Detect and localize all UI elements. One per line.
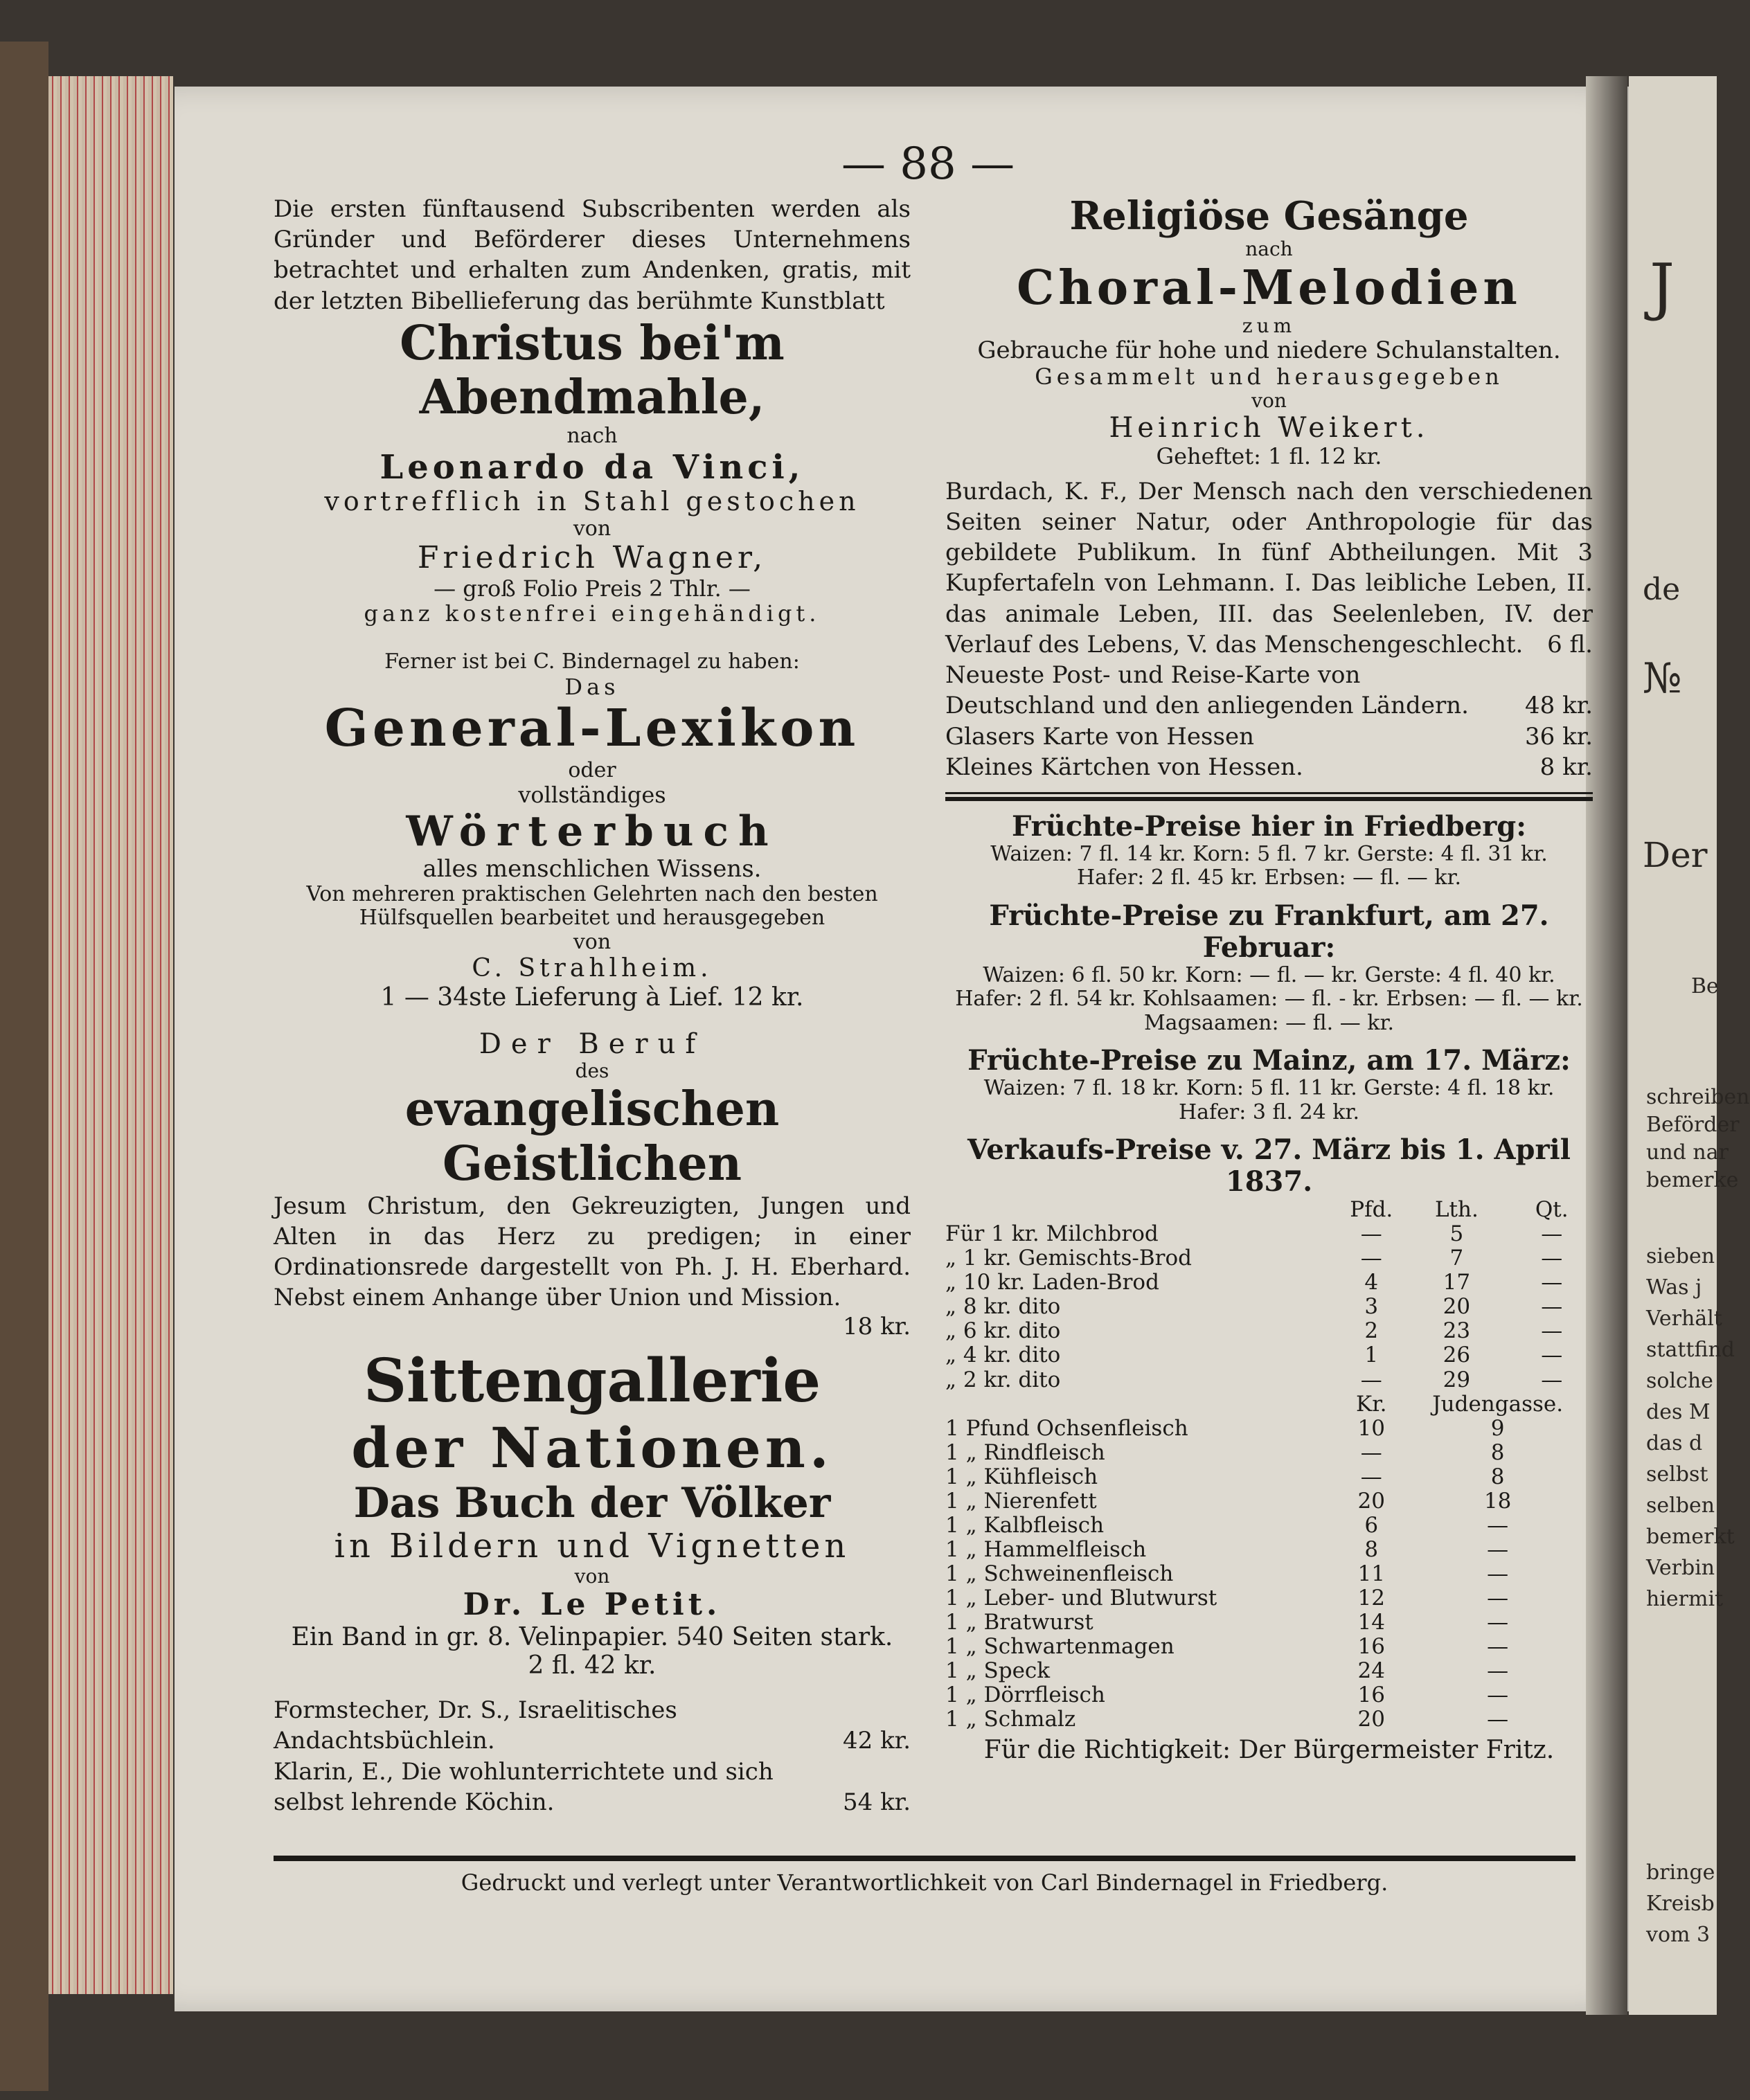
price-cell: — <box>1360 1439 1382 1465</box>
ad-text: Gesammelt und herausgegeben <box>1035 364 1503 391</box>
ad-price: 48 kr. <box>1525 692 1593 720</box>
ad-text: alles menschlichen Wissens. <box>422 854 762 883</box>
item-label: 1 „ Speck <box>945 1658 1051 1683</box>
table-row <box>945 1538 1593 1562</box>
bread-price-table <box>945 1198 1593 1731</box>
item-label: 1 „ Kühfleisch <box>945 1464 1098 1489</box>
next-page-word: Beförder <box>1646 1113 1740 1137</box>
ad-text: zum <box>1242 314 1296 337</box>
table-row <box>945 1635 1593 1659</box>
ad-text: Klarin, E., Die wohlunterrichtete und sich selbst lehrende Köchin. <box>274 1757 774 1816</box>
ad-burdach: Burdach, K. F., Der Mensch nach den verschiedenen Seiten seiner Natur, oder Anthropologie für das gebildete Publikum. In fünf Abtheilungen. Mit 3 Kupfertafeln von Lehmann. I. Das leibliche Leben, II. das animale Leben, III. das Seelenleben, IV. der Verlauf des Lebens, V. das Menschengeschlecht. <box>945 477 1593 658</box>
item-label: 1 „ Bratwurst <box>945 1609 1093 1635</box>
ad-map <box>945 752 1593 782</box>
price-cell: — <box>1487 1561 1509 1586</box>
column-header: Lth. <box>1434 1197 1479 1223</box>
grain-prices-mainz <box>945 1045 1593 1124</box>
ad-title: der Nationen. <box>351 1415 833 1480</box>
ad-author: C. Strahlheim. <box>472 954 713 983</box>
next-page-word: Verbin <box>1646 1556 1715 1580</box>
price-cell: — <box>1487 1536 1509 1562</box>
price-cell: — <box>1487 1706 1509 1732</box>
next-page-letter: J <box>1650 251 1675 323</box>
table-row <box>945 1514 1593 1538</box>
ad-text: Der Beruf <box>479 1028 706 1061</box>
price-cell: — <box>1541 1221 1563 1247</box>
price-cell: 8 <box>1364 1536 1379 1562</box>
grain-prices-friedberg <box>945 811 1593 890</box>
item-label: „ 1 kr. Gemischts-Brod <box>945 1246 1193 1271</box>
price-cell: — <box>1487 1585 1509 1610</box>
price-cell: 7 <box>1449 1246 1464 1271</box>
item-label: 1 Pfund Ochsenfleisch <box>945 1415 1188 1441</box>
price-cell: 8 <box>1490 1439 1505 1465</box>
price-line: Waizen: 7 fl. 14 kr. Korn: 5 fl. 7 kr. Gerste: 4 fl. 31 kr. <box>990 841 1548 866</box>
ad-title: General-Lexikon <box>324 699 860 759</box>
price-line: Waizen: 7 fl. 18 kr. Korn: 5 fl. 11 kr. Gerste: 4 fl. 18 kr. <box>983 1076 1555 1101</box>
table-row <box>945 1562 1593 1586</box>
table-row <box>945 1465 1593 1489</box>
next-page-word: solche <box>1646 1369 1713 1393</box>
item-label: 1 „ Nierenfett <box>945 1488 1097 1514</box>
table-row <box>945 1222 1593 1246</box>
next-page-word: Der <box>1643 835 1708 875</box>
next-page-word: Kreisb <box>1646 1892 1715 1916</box>
price-line: Hafer: 3 fl. 24 kr. <box>1178 1100 1360 1124</box>
ad-price: — groß Folio Preis 2 Thlr. — <box>434 575 751 602</box>
right-column <box>945 194 1593 1764</box>
ad-title: Sittengallerie <box>363 1345 821 1416</box>
ad-price: 1 — 34ste Lieferung à Lief. 12 kr. <box>380 982 804 1012</box>
ad-text: von <box>573 516 611 541</box>
price-cell: 16 <box>1357 1633 1385 1659</box>
next-page-word: des M <box>1646 1400 1711 1424</box>
column-header: Pfd. <box>1350 1197 1393 1223</box>
ad-title: evangelischen Geistlichen <box>404 1082 780 1192</box>
table-row <box>945 1586 1593 1610</box>
item-label: „ 8 kr. dito <box>945 1294 1061 1320</box>
price-cell: 14 <box>1357 1609 1385 1635</box>
column-header: Qt. <box>1535 1197 1569 1223</box>
item-label: 1 „ Leber- und Blutwurst <box>945 1585 1217 1610</box>
table-row <box>945 1271 1593 1295</box>
item-label: 1 „ Schwartenmagen <box>945 1633 1175 1659</box>
ad-text: Neueste Post- und Reise-Karte von Deutschland und den anliegenden Ländern. <box>945 661 1469 720</box>
ad-text: Gebrauche für hohe und niedere Schulanstalten. <box>977 336 1561 364</box>
next-page-word: de <box>1643 572 1681 607</box>
ad-text: von <box>1251 388 1287 412</box>
price-cell: — <box>1360 1246 1382 1271</box>
next-page-word: sieben <box>1646 1244 1715 1268</box>
price-cell: 8 <box>1490 1464 1505 1489</box>
ad-religioese-gesaenge <box>945 194 1593 469</box>
price-cell: 2 <box>1364 1318 1379 1344</box>
ad-engraver: Friedrich Wagner, <box>417 540 767 575</box>
table-row <box>945 1489 1593 1514</box>
next-page-word: № <box>1643 654 1682 703</box>
price-line: Waizen: 6 fl. 50 kr. Korn: — fl. — kr. Gerste: 4 fl. 40 kr. <box>983 962 1555 987</box>
ad-text: von <box>573 929 611 954</box>
ad-text: oder <box>568 757 616 782</box>
table-row <box>945 1417 1593 1441</box>
item-label: „ 4 kr. dito <box>945 1343 1061 1368</box>
item-label: 1 „ Schweinenfleisch <box>945 1561 1174 1586</box>
ad-artist: Leonardo da Vinci, <box>380 447 805 487</box>
item-label: „ 10 kr. Laden-Brod <box>945 1270 1159 1295</box>
section-title: Früchte-Preise zu Mainz, am 17. März: <box>967 1044 1571 1077</box>
next-page-word: Verhält <box>1646 1307 1722 1331</box>
ad-text: Ferner ist bei C. Bindernagel zu haben: <box>384 649 800 674</box>
price-cell: 4 <box>1364 1270 1379 1295</box>
ad-author: Heinrich Weikert. <box>1109 412 1429 445</box>
ad-text: Kleines Kärtchen von Hessen. <box>945 753 1303 781</box>
ad-price: 42 kr. <box>843 1727 911 1755</box>
price-cell: 16 <box>1357 1682 1385 1707</box>
price-cell: 12 <box>1357 1585 1385 1610</box>
next-page-word: Be <box>1691 974 1719 998</box>
price-cell: — <box>1360 1464 1382 1489</box>
table-row <box>945 1368 1593 1392</box>
ad-text: von <box>574 1564 610 1588</box>
subscriber-notice: Die ersten fünftausend Subscribenten werden als Gründer und Beförderer dieses Unternehmens betrachtet und erhalten zum Andenken, gratis, mit der letzten Bibellieferung das berühmte Kunstblatt <box>274 195 911 315</box>
price-cell: — <box>1487 1512 1509 1538</box>
price-line: Hafer: 2 fl. 45 kr. Erbsen: — fl. — kr. <box>1076 865 1462 890</box>
price-cell: 29 <box>1443 1367 1471 1392</box>
next-page-word: vom 3 <box>1646 1923 1711 1947</box>
ad-text: Glasers Karte von Hessen <box>945 722 1254 751</box>
ad-text: ganz kostenfrei eingehändigt. <box>364 600 821 627</box>
price-cell: 20 <box>1357 1488 1385 1514</box>
ad-map <box>945 660 1593 721</box>
table-row <box>945 1343 1593 1367</box>
price-cell: 23 <box>1443 1318 1471 1344</box>
section-title: Früchte-Preise hier in Friedberg: <box>1011 809 1527 843</box>
ad-general-lexikon <box>274 650 911 1012</box>
price-cell: — <box>1541 1343 1563 1368</box>
item-label: „ 2 kr. dito <box>945 1367 1061 1392</box>
table-row <box>945 1441 1593 1465</box>
ad-price: 36 kr. <box>1525 722 1593 751</box>
item-label: 1 „ Schmalz <box>945 1706 1076 1732</box>
table-row <box>945 1683 1593 1707</box>
ad-text: nach <box>566 424 618 449</box>
price-cell: — <box>1360 1367 1382 1392</box>
ad-map <box>945 721 1593 752</box>
price-cell: 3 <box>1364 1294 1379 1320</box>
price-cell: 24 <box>1357 1658 1385 1683</box>
table-row <box>945 1246 1593 1271</box>
item-label: „ 6 kr. dito <box>945 1318 1061 1344</box>
next-page-word: und nar <box>1646 1140 1729 1165</box>
ad-author: Dr. Le Petit. <box>463 1586 722 1622</box>
ad-christus <box>274 316 911 627</box>
table-row <box>945 1610 1593 1635</box>
price-cell: 1 <box>1364 1343 1379 1368</box>
page-number: — 88 — <box>841 138 1015 190</box>
price-cell: — <box>1541 1294 1563 1320</box>
column-header: Judengasse. <box>1432 1391 1564 1417</box>
signature-line: Für die Richtigkeit: Der Bürgermeister Fritz. <box>983 1735 1555 1764</box>
item-label: 1 „ Dörrfleisch <box>945 1682 1105 1707</box>
next-page-word: selbst <box>1646 1462 1708 1487</box>
price-cell: — <box>1360 1221 1382 1247</box>
ad-price: 2 fl. 42 kr. <box>528 1651 657 1680</box>
price-cell: 5 <box>1449 1221 1464 1247</box>
ad-text: Das <box>564 673 620 700</box>
price-cell: 17 <box>1443 1270 1471 1295</box>
price-cell: — <box>1541 1318 1563 1344</box>
table-row <box>945 1295 1593 1319</box>
table-row <box>945 1707 1593 1732</box>
ad-price: 8 kr. <box>1539 753 1593 781</box>
column-header: Kr. <box>1356 1391 1387 1417</box>
ad-beruf <box>274 1028 911 1340</box>
price-cell: — <box>1541 1367 1563 1392</box>
price-cell: 9 <box>1490 1415 1505 1441</box>
sale-prices <box>945 1134 1593 1764</box>
price-cell: 6 <box>1364 1512 1379 1538</box>
ad-price: 18 kr. <box>843 1312 911 1340</box>
ad-title: Choral-Melodien <box>1017 260 1521 316</box>
item-label: 1 „ Rindfleisch <box>945 1439 1105 1465</box>
page-edges <box>48 76 173 1994</box>
price-cell: — <box>1487 1633 1509 1659</box>
ad-text: Von mehreren praktischen Gelehrten nach den besten Hülfsquellen bearbeitet und herausgegeben <box>306 881 878 931</box>
section-title: Früchte-Preise zu Frankfurt, am 27. Februar: <box>989 899 1549 964</box>
item-label: 1 „ Kalbfleisch <box>945 1512 1105 1538</box>
next-page-word: stattfind <box>1646 1338 1735 1362</box>
ad-title: Religiöse Gesänge <box>1069 193 1469 239</box>
ad-klarin <box>274 1757 911 1818</box>
price-cell: — <box>1541 1270 1563 1295</box>
price-cell: — <box>1541 1246 1563 1271</box>
price-cell: — <box>1487 1682 1509 1707</box>
next-page-word: Was j <box>1646 1275 1702 1300</box>
next-page-word: bemerke <box>1646 1168 1739 1192</box>
table-row <box>945 1659 1593 1683</box>
ad-text: nach <box>1245 237 1293 261</box>
imprint: Gedruckt und verlegt unter Verantwortlichkeit von Carl Bindernagel in Friedberg. <box>461 1869 1389 1896</box>
ad-text: Formstecher, Dr. S., Israelitisches Andachtsbüchlein. <box>274 1696 677 1755</box>
next-page-word: hiermit <box>1646 1587 1724 1611</box>
ad-text: des <box>575 1059 609 1083</box>
ad-body: Jesum Christum, den Gekreuzigten, Jungen und Alten in das Herz zu predigen; in einer Ordinationsrede dargestellt von Ph. J. H. Eberhard. Nebst einem Anhange über Union und Mission. <box>274 1192 911 1312</box>
section-title: Verkaufs-Preise v. 27. März bis 1. April 1837. <box>967 1133 1571 1199</box>
price-cell: 20 <box>1357 1706 1385 1732</box>
price-cell: — <box>1487 1658 1509 1683</box>
item-label: 1 „ Hammelfleisch <box>945 1536 1147 1562</box>
left-column <box>274 194 911 1818</box>
ad-sittengallerie <box>274 1347 911 1680</box>
double-rule <box>945 792 1593 801</box>
ad-subtitle: Das Buch der Völker <box>353 1478 831 1527</box>
ad-text: vollständiges <box>518 782 666 809</box>
grain-prices-frankfurt <box>945 900 1593 1036</box>
ad-price: 54 kr. <box>843 1788 911 1816</box>
ad-title: Wörterbuch <box>406 807 778 856</box>
price-cell: 26 <box>1443 1343 1471 1368</box>
item-label: Für 1 kr. Milchbrod <box>945 1221 1159 1247</box>
price-cell: — <box>1487 1609 1509 1635</box>
price-cell: 10 <box>1357 1415 1385 1441</box>
next-page-word: schreiben <box>1646 1085 1750 1109</box>
price-line: Magsaamen: — fl. — kr. <box>1143 1010 1395 1035</box>
ad-subtitle: in Bildern und Vignetten <box>334 1526 850 1565</box>
price-cell: 20 <box>1443 1294 1471 1320</box>
ad-price: Geheftet: 1 fl. 12 kr. <box>1156 443 1382 470</box>
next-page-word: bemerkt <box>1646 1525 1735 1549</box>
price-cell: 18 <box>1483 1488 1512 1514</box>
next-page-word: bringe <box>1646 1860 1715 1885</box>
price-cell: 11 <box>1357 1561 1385 1586</box>
table-header <box>945 1198 1593 1222</box>
ad-price: 6 fl. <box>1547 630 1593 658</box>
ad-text: Ein Band in gr. 8. Velinpapier. 540 Seiten stark. <box>291 1622 893 1651</box>
table-row <box>945 1319 1593 1343</box>
ad-formstecher <box>274 1695 911 1756</box>
next-page-fragment <box>1629 76 1750 2015</box>
ad-text: vortrefflich in Stahl gestochen <box>324 485 860 517</box>
next-page-word: selben <box>1646 1493 1715 1518</box>
book-cover <box>0 42 48 2091</box>
footer-rule <box>274 1856 1575 1861</box>
next-page-word: das d <box>1646 1431 1703 1455</box>
ad-title: Christus bei'm Abendmahle, <box>400 315 785 425</box>
table-header <box>945 1392 1593 1417</box>
price-line: Hafer: 2 fl. 54 kr. Kohlsaamen: — fl. - kr. Erbsen: — fl. — kr. <box>955 987 1583 1012</box>
